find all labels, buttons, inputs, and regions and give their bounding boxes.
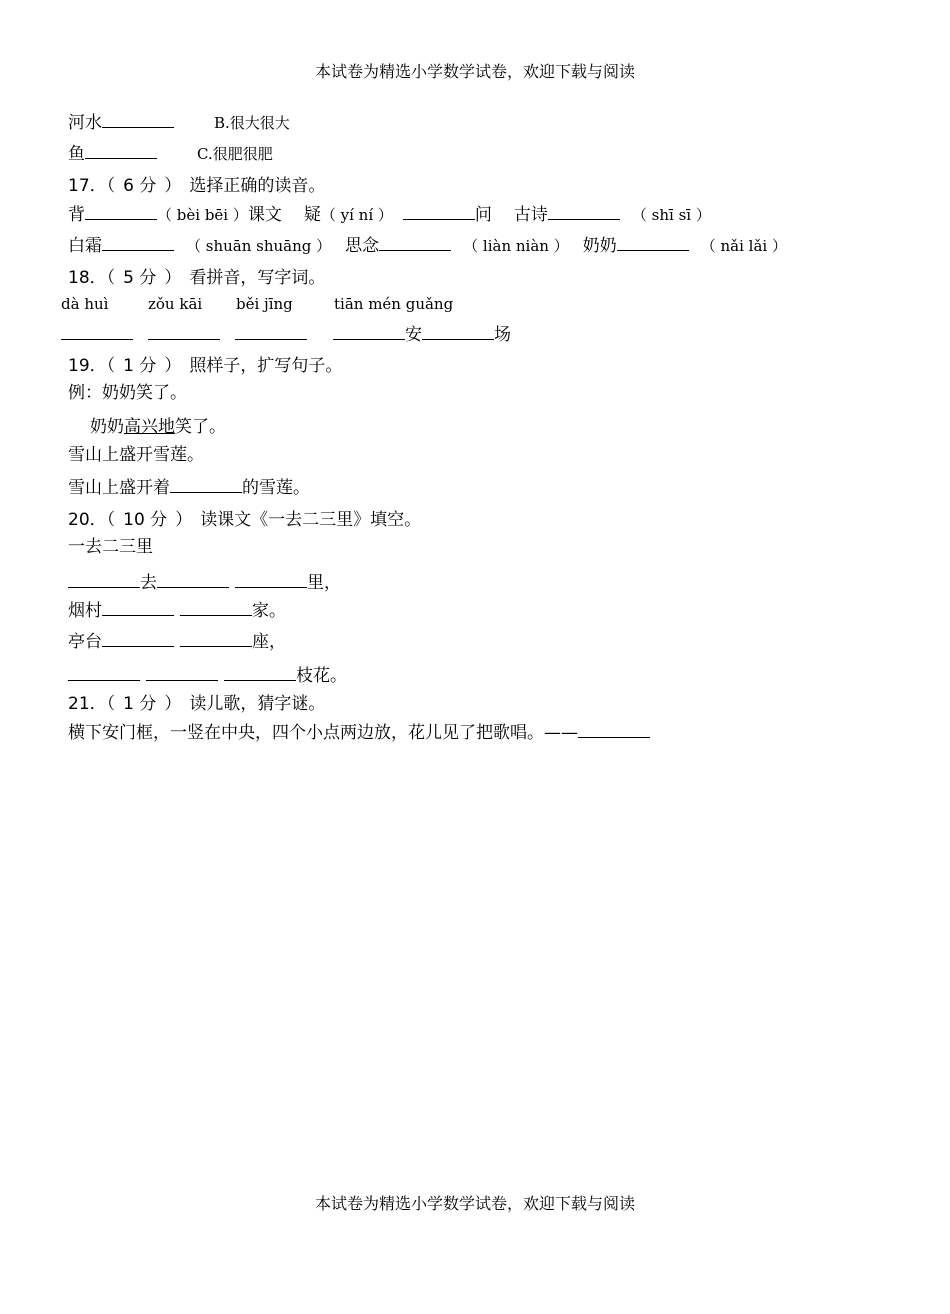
q17-pinyin-choice: （ liàn niàn ） <box>463 237 569 255</box>
question-score: 1 分 <box>123 694 157 714</box>
q20-poem-title: 一去二三里 <box>68 537 153 557</box>
q16-option-b: B.很大很大 <box>214 114 290 132</box>
q17-word: 问 <box>474 205 492 225</box>
q16-line-2 <box>68 141 273 165</box>
answer-blank[interactable] <box>235 322 307 340</box>
poem-text: 座， <box>252 632 286 652</box>
poem-text: 去 <box>140 573 157 593</box>
q17-pinyin-choice: （ shī sī ） <box>631 206 711 224</box>
q17-word: 背 <box>68 205 85 225</box>
q16-option-c: C.很肥很肥 <box>197 145 273 163</box>
question-number: 21．（ <box>68 694 116 714</box>
answer-blank[interactable] <box>180 629 252 647</box>
answer-blank[interactable] <box>146 663 218 681</box>
q17-pinyin-choice: （ yí ní ） <box>320 206 393 224</box>
q16-word-1: 河水 <box>68 113 102 133</box>
q19-fill-line <box>68 475 310 499</box>
q16-line-1 <box>68 110 290 134</box>
answer-blank[interactable] <box>148 322 220 340</box>
answer-blank[interactable] <box>102 598 174 616</box>
q17-line-2 <box>68 233 787 257</box>
answer-blank[interactable] <box>180 598 252 616</box>
q18-answer-line <box>61 322 511 346</box>
q18-pinyin-1: dà huì <box>61 295 109 313</box>
paren-close: ） <box>164 694 182 714</box>
poem-text: 枝花。 <box>296 666 347 686</box>
riddle-text: 横下安门框，一竖在中央，四个小点两边放，花儿见了把歌唱。—— <box>68 723 578 743</box>
q17-heading <box>68 175 325 197</box>
q20-heading <box>68 509 421 531</box>
question-title: 选择正确的读音。 <box>189 176 326 196</box>
paren-close: ） <box>175 510 193 530</box>
answer-blank[interactable] <box>422 322 494 340</box>
poem-text: 家。 <box>252 601 286 621</box>
question-score: 1 分 <box>123 356 157 376</box>
question-title: 读课文《一去二三里》填空。 <box>200 510 422 530</box>
q18-pinyin-3: běi jīng <box>236 295 293 313</box>
q16-word-2: 鱼 <box>68 144 85 164</box>
answer-blank[interactable] <box>235 570 307 588</box>
question-title: 读儿歌，猜字谜。 <box>189 694 326 714</box>
q18-pinyin-2: zǒu kāi <box>148 295 203 313</box>
q19-example-label: 例：奶奶笑了。 <box>68 383 187 403</box>
poem-text: 里， <box>307 573 341 593</box>
q18-char: 安 <box>405 325 422 345</box>
example-text: 笑了。 <box>175 417 226 437</box>
q17-word: 奶奶 <box>582 236 617 256</box>
answer-blank[interactable] <box>578 720 650 738</box>
q17-word: 白霜 <box>68 236 102 256</box>
q20-line-3 <box>68 629 286 653</box>
question-score: 6 分 <box>123 176 157 196</box>
fill-text: 雪山上盛开着 <box>68 478 170 498</box>
question-number: 17．（ <box>68 176 116 196</box>
q17-word: 课文 <box>247 205 282 225</box>
poem-text: 烟村 <box>68 601 102 621</box>
q18-pinyin-4: tiān mén guǎng <box>334 295 454 313</box>
q17-line-1 <box>68 202 711 226</box>
question-number: 19．（ <box>68 356 116 376</box>
paren-close: ） <box>164 268 182 288</box>
q19-heading <box>68 355 342 377</box>
paren-close: ） <box>164 356 182 376</box>
question-number: 18．（ <box>68 268 116 288</box>
answer-blank[interactable] <box>224 663 296 681</box>
example-underlined: 高兴地 <box>124 417 175 437</box>
q17-pinyin-choice: （ shuān shuāng ） <box>186 237 332 255</box>
q17-word: 古诗 <box>513 205 548 225</box>
q17-pinyin-choice: （ bèi bēi ） <box>157 206 248 224</box>
q17-pinyin-choice: （ nǎi lǎi ） <box>700 237 787 255</box>
fill-text: 的雪莲。 <box>242 478 310 498</box>
answer-blank[interactable] <box>548 202 620 220</box>
answer-blank[interactable] <box>68 663 140 681</box>
question-title: 照样子，扩写句子。 <box>189 356 343 376</box>
question-score: 10 分 <box>123 510 168 530</box>
q20-line-2 <box>68 598 286 622</box>
example-text: 奶奶 <box>90 417 124 437</box>
page-header: 本试卷为精选小学数学试卷，欢迎下载与阅读 <box>314 62 635 81</box>
question-title: 看拼音，写字词。 <box>189 268 326 288</box>
answer-blank[interactable] <box>157 570 229 588</box>
answer-blank[interactable] <box>102 110 174 128</box>
answer-blank[interactable] <box>61 322 133 340</box>
page-footer: 本试卷为精选小学数学试卷，欢迎下载与阅读 <box>314 1194 635 1213</box>
question-score: 5 分 <box>123 268 157 288</box>
paren-close: ） <box>164 176 182 196</box>
q19-sentence: 雪山上盛开雪莲。 <box>68 445 204 465</box>
answer-blank[interactable] <box>85 141 157 159</box>
q21-heading <box>68 693 325 715</box>
q19-example-sentence <box>90 416 226 438</box>
q20-line-4 <box>68 663 347 687</box>
answer-blank[interactable] <box>102 233 174 251</box>
answer-blank[interactable] <box>85 202 157 220</box>
q18-heading <box>68 267 325 289</box>
answer-blank[interactable] <box>333 322 405 340</box>
q17-word: 疑 <box>303 205 321 225</box>
q18-char: 场 <box>494 325 511 345</box>
poem-text: 亭台 <box>68 632 102 652</box>
q17-word: 思念 <box>345 236 380 256</box>
answer-blank[interactable] <box>68 570 140 588</box>
answer-blank[interactable] <box>102 629 174 647</box>
answer-blank[interactable] <box>379 233 451 251</box>
answer-blank[interactable] <box>170 475 242 493</box>
q20-line-1 <box>68 570 341 594</box>
q21-riddle <box>68 720 650 744</box>
answer-blank[interactable] <box>617 233 689 251</box>
answer-blank[interactable] <box>403 202 475 220</box>
question-number: 20．（ <box>68 510 116 530</box>
